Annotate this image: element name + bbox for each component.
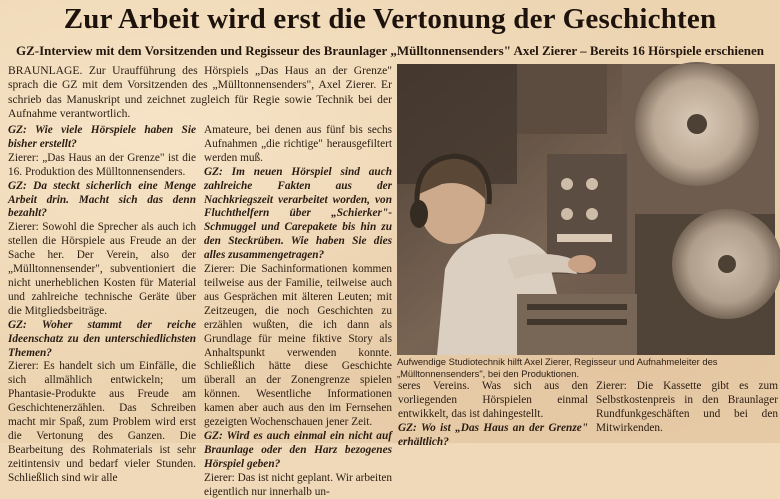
interview-question: GZ: Woher stammt der reiche Ideenschatz zu den unterschiedlichsten Themen? — [8, 318, 196, 359]
studio-photo-drawing — [397, 64, 775, 355]
interview-question: GZ: Da steckt sicherlich eine Menge Arbeit drin. Macht sich das denn bezahlt? — [8, 179, 196, 220]
article-column-3 — [398, 380, 588, 448]
interview-answer: Zierer: Die Sachinformationen kommen teilweise aus der Familie, teilweise auch aus Gesprächen mit älteren Leuten; mit Zeitzeugen, die noch Geschichten zu erzählen wußten, die ich dann als Grundlage für meine fiktive Story als Anhaltspunkt verwenden konnte. Schließlich hätte diese Geschichte überall an der Zonengrenze spielen können. Wesentliche Informationen kamen aber auch aus den im Fernsehen gezeigten Wochenschauen jener Zeit. — [204, 263, 392, 429]
interview-answer: Zierer: Das ist nicht geplant. Wir arbeiten eigentlich nur innerhalb un- — [204, 471, 392, 498]
headline: Zur Arbeit wird erst die Vertonung der Geschichten — [63, 3, 717, 35]
article-column-4 — [596, 380, 778, 442]
interview-answer: Zierer: Die Kassette gibt es zum Selbstkostenpreis in den Braunlager Rundfunkgeschäften und bei den Mitwirkenden. — [596, 380, 778, 434]
interview-answer: seres Vereins. Was sich aus den vorliegenden Hörspielen einmal entwikkelt, das ist dahingestellt. — [398, 380, 588, 420]
subheadline: GZ-Interview mit dem Vorsitzenden und Regisseur des Braunlager „Mülltonnensenders" Axel Zierer – Bereits 16 Hörspiele erschienen — [15, 43, 765, 58]
interview-question: GZ: Wird es auch einmal ein nicht auf Braunlage oder den Harz bezogenes Hörspiel geben? — [204, 429, 392, 470]
article-column-2 — [204, 124, 392, 498]
interview-answer: Zierer: „Das Haus an der Grenze" ist die 16. Produktion des Mülltonnensenders. — [8, 151, 196, 178]
article-column-1 — [8, 124, 196, 484]
lead-paragraph: BRAUNLAGE. Zur Uraufführung des Hörspiels „Das Haus an der Grenze" sprach die GZ mit dem Vorsitzenden des „Mülltonnensenders", Axel Zierer. Er schrieb das Manuskript und zeichnet zugleich für Regie sowie Technik bei der Aufnahme verantwortlich. — [8, 64, 392, 121]
interview-question: GZ: Im neuen Hörspiel sind auch zahlreiche Fakten aus der Nachkriegszeit verarbeitet worden, von Fluchthelfern über „Schierker"-Schmuggel und Carepakete bis hin zu den Steckrüben. Wie haben Sie dies alles zusammengetragen? — [204, 165, 392, 262]
studio-photo — [397, 64, 775, 355]
photo-caption: Aufwendige Studiotechnik hilft Axel Zierer, Regisseur und Aufnahmeleiter des „Mülltonnensenders", bei den Produktionen. — [397, 356, 718, 379]
interview-answer: Amateure, bei denen aus fünf bis sechs Aufnahmen „die richtige" herausgefiltert werden muß. — [204, 124, 392, 164]
interview-question: GZ: Wie viele Hörspiele haben Sie bisher erstellt? — [8, 124, 196, 150]
interview-answer: Zierer: Sowohl die Sprecher als auch ich stellen die Hörspiele aus Freude an der Sache her. Der Verein, also der „Mülltonnensender", subventioniert die nicht unerheblichen Kosten für Material und zahlreiche technische Geräte über die Mitgliedsbeiträge. — [8, 221, 196, 317]
interview-answer: Zierer: Es handelt sich um Einfälle, die sich allmählich entwickeln; um Phantasie-Produkte aus Freude am Geschichtenerzählen. Das Schreiben macht mir Spaß, zum Problem wird erst die Vertonung des Ganzen. Die Bearbeitung des Rohmaterials ist sehr zeitintensiv und bedarf vieler Stunden. Schließlich sind wir alle — [8, 360, 196, 484]
interview-question: GZ: Wo ist „Das Haus an der Grenze" erhältlich? — [398, 421, 588, 448]
